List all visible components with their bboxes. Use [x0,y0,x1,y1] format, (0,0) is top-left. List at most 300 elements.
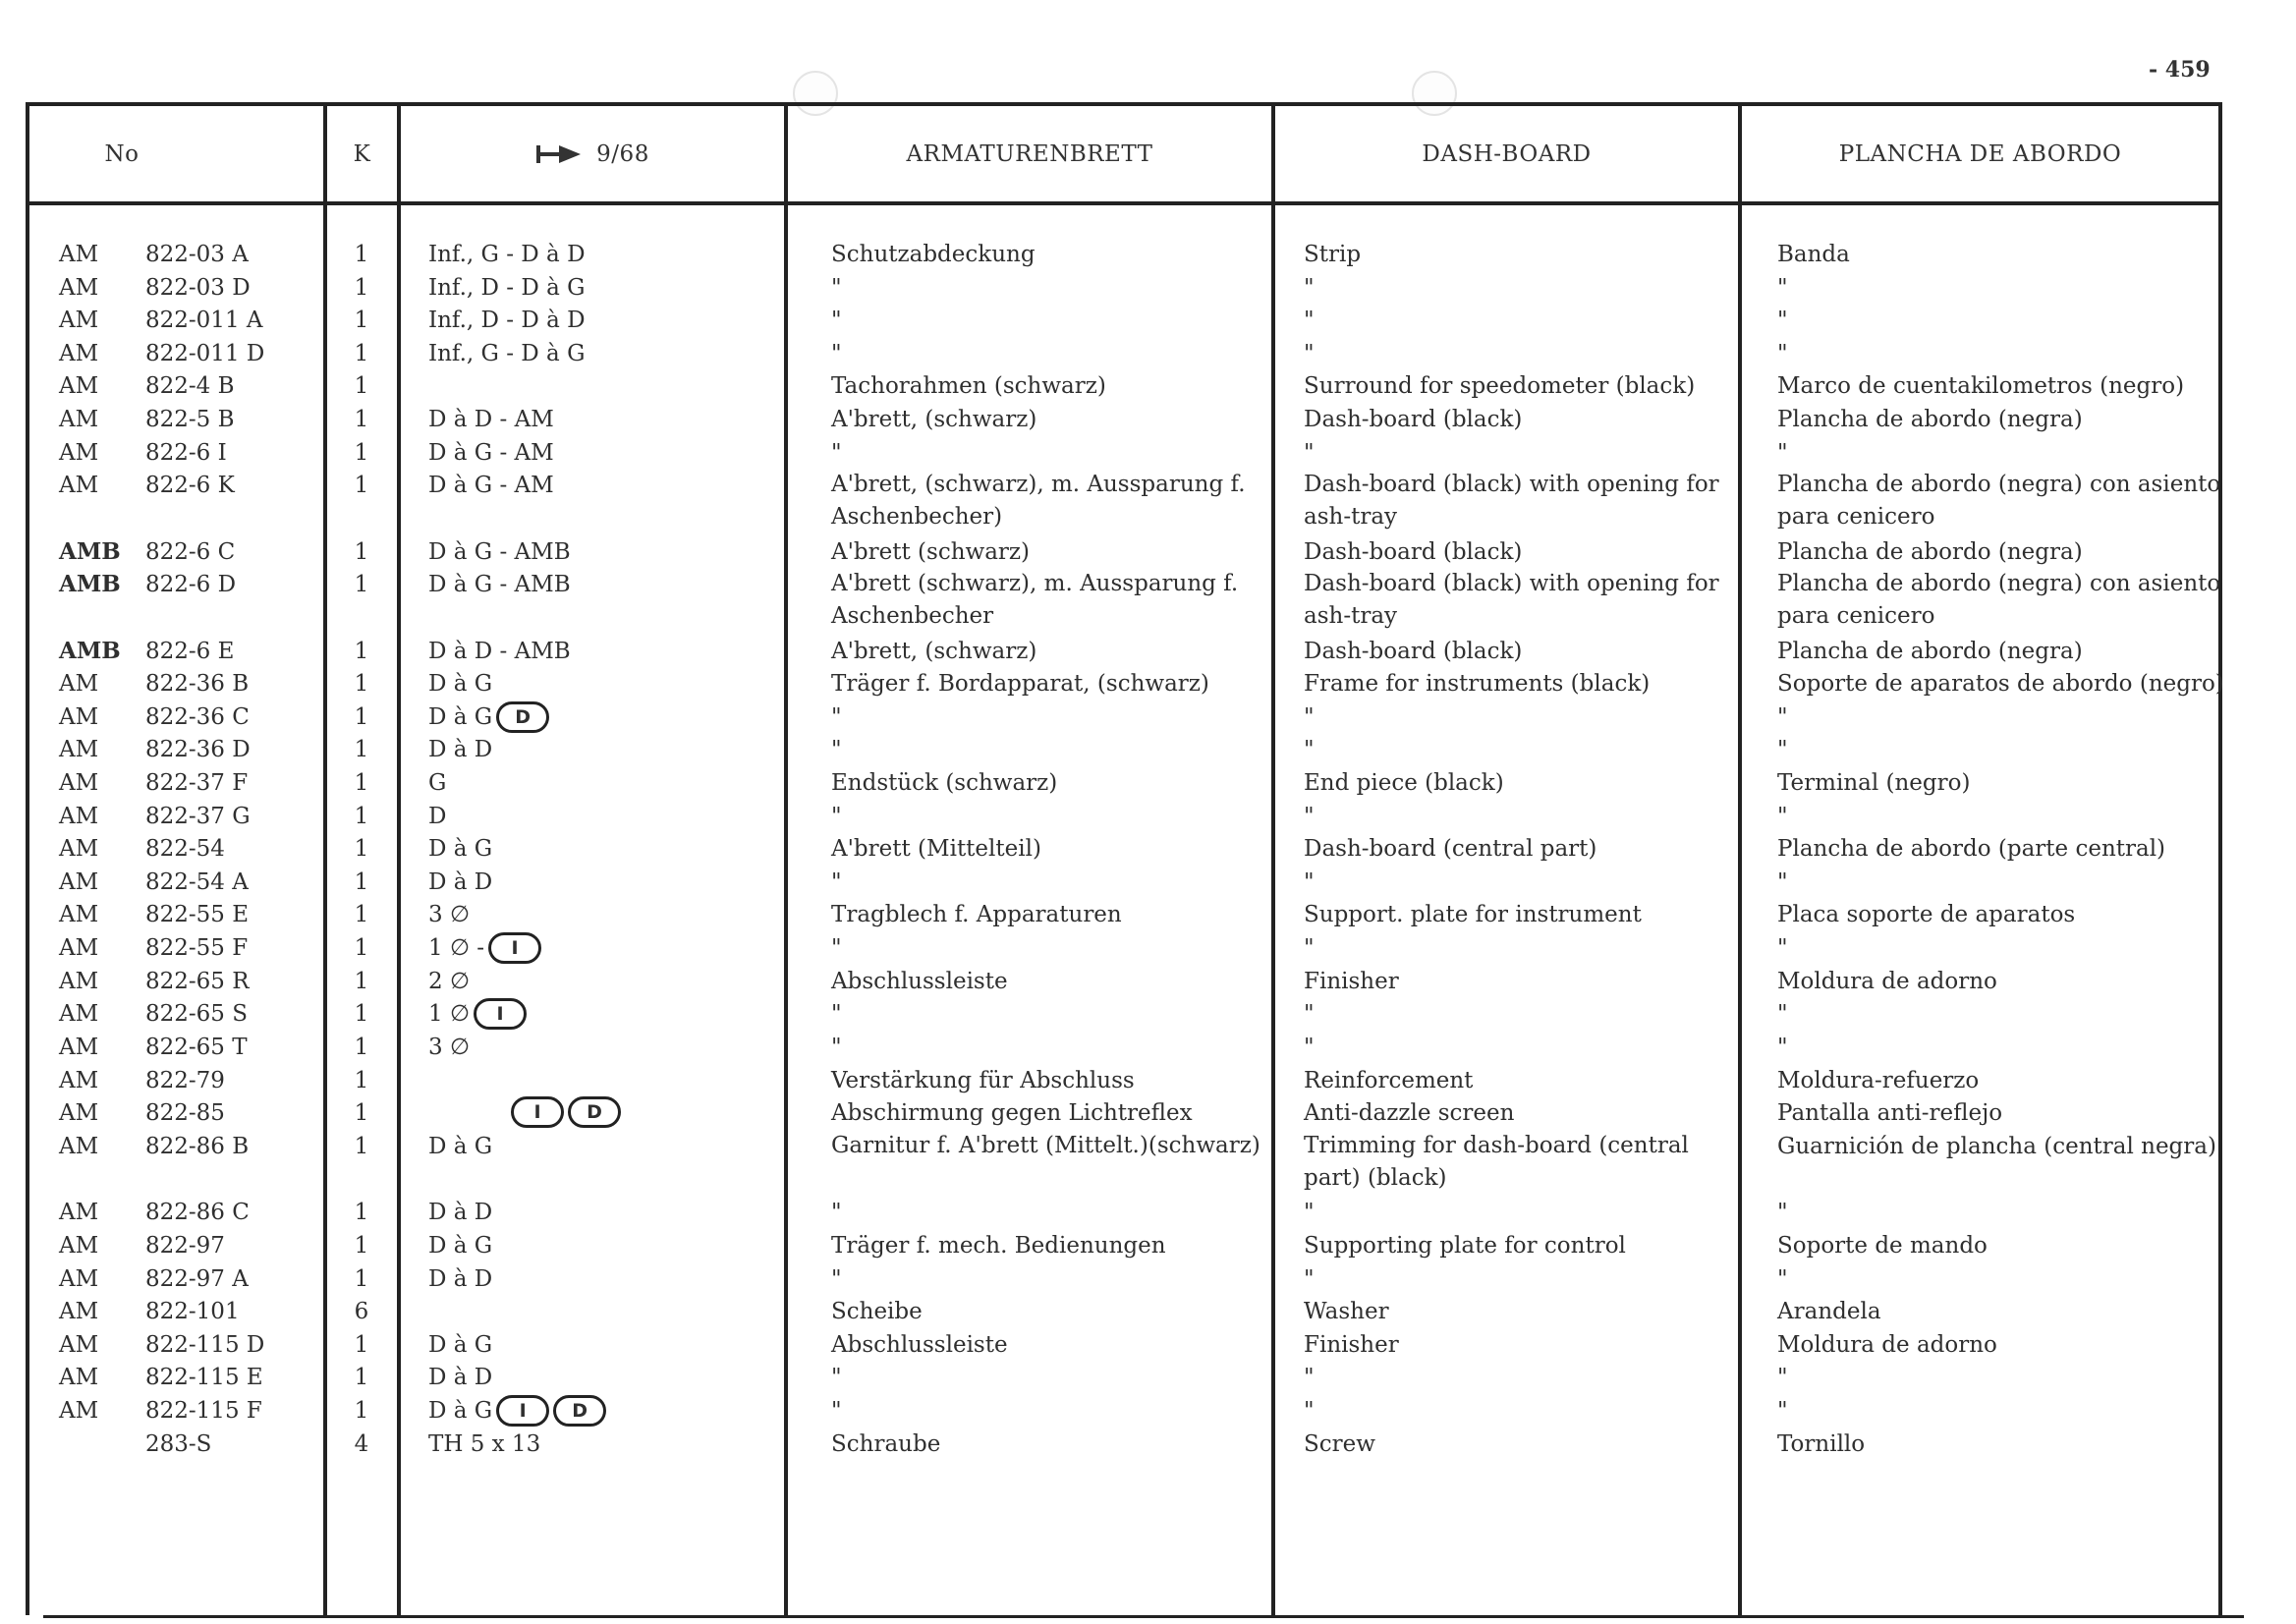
part-prefix: AM [59,836,99,862]
german-description: A'brett, (schwarz), m. Aussparung f. Aschenbecher) [831,472,1246,530]
quantity: 1 [354,308,369,333]
table-row [0,238,2296,271]
variant-tags [492,701,549,733]
applicability [428,898,470,931]
quantity: 1 [354,639,369,664]
applicability [428,1096,621,1128]
english-description: Anti-dazzle screen [1304,1100,1515,1126]
variant-tags [428,1096,621,1128]
quantity: 1 [354,737,369,762]
part-prefix: AM [59,1299,99,1324]
english-description: " [1304,1398,1315,1424]
spanish-description: " [1777,1266,1788,1292]
spanish-description: Moldura de adorno [1777,969,1997,994]
part-number: 822-97 A [145,1266,249,1292]
german-description: Träger f. Bordapparat, (schwarz) [831,671,1209,697]
part-prefix: AM [59,407,99,432]
applicability-text: Inf., G - D à D [428,242,586,267]
quantity: 1 [354,671,369,697]
header-bottom-border [26,201,2222,205]
applicability-text: D à G [428,704,493,730]
variant-tag-badge: I [488,932,541,964]
part-prefix: AM [59,804,99,829]
spanish-description: " [1777,804,1788,829]
table-row [0,1262,2296,1296]
german-description: " [831,869,842,895]
applicability-text: 1 ∅ [428,1001,470,1027]
part-prefix: AM [59,1100,99,1126]
english-description: Support. plate for instrument [1304,902,1642,927]
quantity: 1 [354,1134,369,1159]
applicability-text: D à G [428,1233,493,1259]
german-description: Schutzabdeckung [831,242,1036,267]
spanish-description: Plancha de abordo (negra) [1777,407,2083,432]
applicability [428,271,586,305]
applicability [428,832,492,866]
part-prefix: AM [59,869,99,895]
part-number: 822-115 D [145,1332,265,1358]
applicability-text: 2 ∅ [428,969,470,994]
applicability-text: Inf., G - D à G [428,341,586,366]
quantity: 1 [354,275,369,301]
spanish-description: Moldura de adorno [1777,1332,1997,1358]
applicability [428,469,554,502]
part-number: 822-55 E [145,902,250,927]
spanish-description: Soporte de aparatos de abordo (negro) [1777,671,2224,697]
applicability-text: D à G [428,671,493,697]
spanish-description: Plancha de abordo (negra) con asiento para cenicero [1777,472,2221,530]
spanish-description: Plancha de abordo (negra) [1777,539,2083,565]
german-description: A'brett (Mittelteil) [831,836,1041,862]
quantity: 4 [354,1431,369,1457]
variant-tag-badge: I [474,998,527,1030]
quantity: 1 [354,1332,369,1358]
spanish-description: Guarnición de plancha (central negra) [1777,1134,2216,1159]
english-description: " [1304,341,1315,366]
part-number: 822-55 F [145,935,249,961]
table-row [0,436,2296,470]
applicability [428,1394,606,1428]
part-number: 822-86 C [145,1200,250,1225]
german-description: " [831,1200,842,1225]
part-number: 822-03 A [145,242,249,267]
applicability-text: D à G - AMB [428,539,571,565]
part-prefix: AM [59,1398,99,1424]
part-prefix: AM [59,1233,99,1259]
applicability-text: D à G [428,1134,493,1159]
german-description: Verstärkung für Abschluss [831,1068,1135,1093]
applicability [428,535,571,569]
applicability [428,1196,492,1229]
applicability [428,436,554,470]
english-description: Trimming for dash-board (central part) (black) [1304,1133,1689,1191]
applicability-text: Inf., D - D à D [428,308,586,333]
spanish-description: " [1777,275,1788,301]
applicability [428,733,492,766]
table-row [0,733,2296,766]
german-description: Träger f. mech. Bedienungen [831,1233,1166,1259]
part-prefix: AM [59,704,99,730]
spanish-description: Pantalla anti-reflejo [1777,1100,2003,1126]
part-number: 822-36 B [145,671,250,697]
quantity: 1 [354,836,369,862]
applicability-text: D à G [428,1332,493,1358]
table-row [0,271,2296,305]
english-description: " [1304,1001,1315,1027]
table-row [0,568,2296,629]
english-description: Washer [1304,1299,1389,1324]
part-prefix: AM [59,440,99,466]
spanish-description: " [1777,704,1788,730]
spanish-description: " [1777,308,1788,333]
header-spanish: PLANCHA DE ABORDO [1838,140,2122,167]
part-number: 822-54 A [145,869,249,895]
spanish-description: " [1777,1035,1788,1060]
applicability [428,1130,492,1163]
table-row [0,1130,2296,1191]
table-row [0,931,2296,965]
quantity: 1 [354,407,369,432]
english-description: " [1304,935,1315,961]
spanish-description: Moldura-refuerzo [1777,1068,1980,1093]
part-prefix: AM [59,275,99,301]
applicability [428,1428,540,1461]
applicability [428,700,549,734]
applicability-text: TH 5 x 13 [428,1431,541,1457]
part-prefix: AM [59,1332,99,1358]
spanish-description: Plancha de abordo (negra) [1777,639,2083,664]
spanish-description: Arandela [1777,1299,1881,1324]
spanish-description: Soporte de mando [1777,1233,1988,1259]
table-row [0,800,2296,833]
german-description: " [831,1266,842,1292]
quantity: 1 [354,1001,369,1027]
table-row [0,535,2296,569]
english-description: " [1304,737,1315,762]
applicability-text: D à D [428,1266,493,1292]
part-number: 822-54 [145,836,225,862]
english-description: Reinforcement [1304,1068,1474,1093]
applicability [428,304,586,337]
german-description: Garnitur f. A'brett (Mittelt.)(schwarz) [831,1133,1260,1158]
german-description: " [831,1035,842,1060]
english-description: Dash-board (black) with opening for ash-tray [1304,571,1719,629]
english-description: Finisher [1304,969,1399,994]
quantity: 1 [354,1068,369,1093]
quantity: 1 [354,1365,369,1390]
table-row [0,700,2296,734]
table-row [0,369,2296,403]
quantity: 1 [354,1035,369,1060]
english-description: Surround for speedometer (black) [1304,373,1696,399]
part-number: 822-011 A [145,308,263,333]
part-prefix: AMB [59,538,121,565]
german-description: Abschirmung gegen Lichtreflex [831,1100,1193,1126]
table-row [0,1428,2296,1461]
part-number: 822-6 E [145,639,235,664]
english-description: Dash-board (black) with opening for ash-tray [1304,472,1719,530]
quantity: 1 [354,1266,369,1292]
applicability-text: D à D [428,737,493,762]
quantity: 1 [354,1233,369,1259]
quantity: 1 [354,869,369,895]
english-description: " [1304,440,1315,466]
part-number: 822-6 K [145,473,235,498]
applicability-text: Inf., D - D à G [428,275,586,301]
spanish-description: " [1777,869,1788,895]
german-description: A'brett, (schwarz) [831,639,1037,664]
table-row [0,469,2296,530]
english-description: " [1304,1266,1315,1292]
applicability [428,866,492,899]
spanish-description: " [1777,935,1788,961]
applicability [428,931,541,965]
english-description: Dash-board (central part) [1304,836,1597,862]
applicability-text: D à G - AM [428,440,554,466]
part-prefix: AM [59,242,99,267]
spanish-description: " [1777,1001,1788,1027]
spanish-description: Plancha de abordo (parte central) [1777,836,2166,862]
applicability-text: D à D - AM [428,407,554,432]
part-number: 822-011 D [145,341,265,366]
english-description: " [1304,804,1315,829]
spanish-description: Plancha de abordo (negra) con asiento para cenicero [1777,571,2221,629]
table-row [0,898,2296,931]
part-number: 822-6 D [145,572,237,597]
quantity: 1 [354,1200,369,1225]
english-description: Finisher [1304,1332,1399,1358]
applicability-text: D à G - AMB [428,572,571,597]
part-prefix: AM [59,1134,99,1159]
applicability [428,800,446,833]
table-row [0,1394,2296,1428]
german-description: Endstück (schwarz) [831,770,1058,796]
header-k: K [353,140,371,167]
german-description: " [831,704,842,730]
variant-tag-badge: D [568,1096,621,1128]
quantity: 1 [354,902,369,927]
applicability-text: 3 ∅ [428,1035,470,1060]
german-description: Scheibe [831,1299,923,1324]
part-prefix: AM [59,1266,99,1292]
part-number: 822-65 S [145,1001,249,1027]
table-row [0,1096,2296,1130]
part-number: 822-6 I [145,440,227,466]
english-description: Frame for instruments (black) [1304,671,1651,697]
spanish-description: " [1777,440,1788,466]
part-number: 822-4 B [145,373,235,399]
variant-tag-badge: I [511,1096,564,1128]
table-bottom-border [43,1615,2244,1618]
spanish-description: " [1777,737,1788,762]
table-row [0,1361,2296,1394]
part-prefix: AM [59,1001,99,1027]
quantity: 1 [354,539,369,565]
part-prefix: AM [59,308,99,333]
german-description: " [831,341,842,366]
quantity: 1 [354,804,369,829]
quantity: 1 [354,704,369,730]
quantity: 1 [354,572,369,597]
spanish-description: " [1777,341,1788,366]
english-description: " [1304,275,1315,301]
applicability [428,568,571,601]
part-prefix: AM [59,1068,99,1093]
part-prefix: AM [59,969,99,994]
german-description: Schraube [831,1431,941,1457]
applicability-text: 3 ∅ [428,902,470,927]
english-description: " [1304,1365,1315,1390]
quantity: 1 [354,1398,369,1424]
table-row [0,304,2296,337]
quantity: 1 [354,473,369,498]
applicability [428,1229,492,1262]
spanish-description: Terminal (negro) [1777,770,1971,796]
variant-tags [492,1395,606,1427]
part-number: 822-37 F [145,770,249,796]
german-description: " [831,1398,842,1424]
table-row [0,403,2296,436]
english-description: Dash-board (black) [1304,539,1523,565]
german-description: " [831,935,842,961]
applicability-text: D à D [428,869,493,895]
quantity: 1 [354,242,369,267]
spanish-description: Marco de cuentakilometros (negro) [1777,373,2185,399]
part-prefix: AM [59,473,99,498]
applicability [428,635,571,668]
part-prefix: AM [59,1200,99,1225]
table-row [0,1064,2296,1097]
quantity: 1 [354,770,369,796]
german-description: " [831,737,842,762]
table-row [0,1031,2296,1064]
part-prefix: AMB [59,638,121,664]
part-number: 822-101 [145,1299,240,1324]
part-number: 822-115 F [145,1398,262,1424]
english-description: " [1304,1035,1315,1060]
table-row [0,635,2296,668]
variant-tags [484,932,541,964]
table-row [0,1196,2296,1229]
german-description: A'brett (schwarz) [831,539,1031,565]
applicability [428,997,527,1031]
applicability-text: G [428,770,447,796]
part-number: 822-6 C [145,539,236,565]
table-row [0,1328,2296,1362]
part-prefix: AM [59,1035,99,1060]
spanish-description: Placa soporte de aparatos [1777,902,2076,927]
spanish-description: Banda [1777,242,1850,267]
part-number: 822-03 D [145,275,251,301]
english-description: Screw [1304,1431,1375,1457]
part-number: 822-86 B [145,1134,250,1159]
part-number: 822-115 E [145,1365,263,1390]
variant-tag-badge: I [496,1395,549,1427]
applicability-text: 1 ∅ - [428,935,485,961]
english-description: Supporting plate for control [1304,1233,1626,1259]
part-number: 822-79 [145,1068,225,1093]
part-number: 822-36 C [145,704,250,730]
applicability [428,1361,492,1394]
applicability [428,965,470,998]
table-row [0,997,2296,1031]
part-number: 822-85 [145,1100,225,1126]
applicability-text: D [428,804,447,829]
applicability [428,1262,492,1296]
table-row [0,832,2296,866]
part-prefix: AM [59,935,99,961]
applicability [428,1328,492,1362]
table-row [0,1229,2296,1262]
part-prefix: AM [59,671,99,697]
part-number: 283-S [145,1431,212,1457]
header-applicability-label: 9/68 [596,140,649,167]
german-description: A'brett (schwarz), m. Aussparung f. Aschenbecher [831,571,1239,629]
applicability [428,238,586,271]
applicability-text: D à G - AM [428,473,554,498]
english-description: " [1304,869,1315,895]
quantity: 1 [354,969,369,994]
german-description: Abschlussleiste [831,1332,1008,1358]
part-prefix: AM [59,341,99,366]
header-german: ARMATURENBRETT [906,140,1153,167]
applicability [428,667,492,700]
variant-tag-badge: D [553,1395,606,1427]
table-row [0,1295,2296,1328]
german-description: " [831,1365,842,1390]
part-number: 822-36 D [145,737,251,762]
quantity: 1 [354,373,369,399]
spanish-description: " [1777,1398,1788,1424]
table-row [0,766,2296,800]
applicability-text: D à G [428,1398,493,1424]
applicability-text: D à D [428,1365,493,1390]
variant-tags [470,998,527,1030]
table-row [0,866,2296,899]
part-number: 822-5 B [145,407,235,432]
quantity: 1 [354,1100,369,1126]
part-prefix: AM [59,1365,99,1390]
table-row [0,667,2296,700]
english-description: End piece (black) [1304,770,1504,796]
table-row [0,965,2296,998]
quantity: 1 [354,935,369,961]
applicability [428,1031,470,1064]
part-number: 822-97 [145,1233,225,1259]
german-description: Tachorahmen (schwarz) [831,373,1106,399]
german-description: A'brett, (schwarz) [831,407,1037,432]
page-number: - 459 [2149,57,2211,83]
spanish-description: " [1777,1200,1788,1225]
quantity: 1 [354,341,369,366]
part-number: 822-37 G [145,804,251,829]
table-row [0,337,2296,370]
spanish-description: Tornillo [1777,1431,1866,1457]
english-description: Strip [1304,242,1362,267]
part-prefix: AMB [59,571,121,597]
arrow-from-date-icon [535,143,587,165]
header-no: No [104,140,140,167]
german-description: " [831,440,842,466]
german-description: " [831,1001,842,1027]
part-prefix: AM [59,770,99,796]
part-number: 822-65 T [145,1035,248,1060]
quantity: 6 [354,1299,369,1324]
applicability-text: D à G [428,836,493,862]
part-prefix: AM [59,902,99,927]
english-description: " [1304,1200,1315,1225]
part-prefix: AM [59,373,99,399]
